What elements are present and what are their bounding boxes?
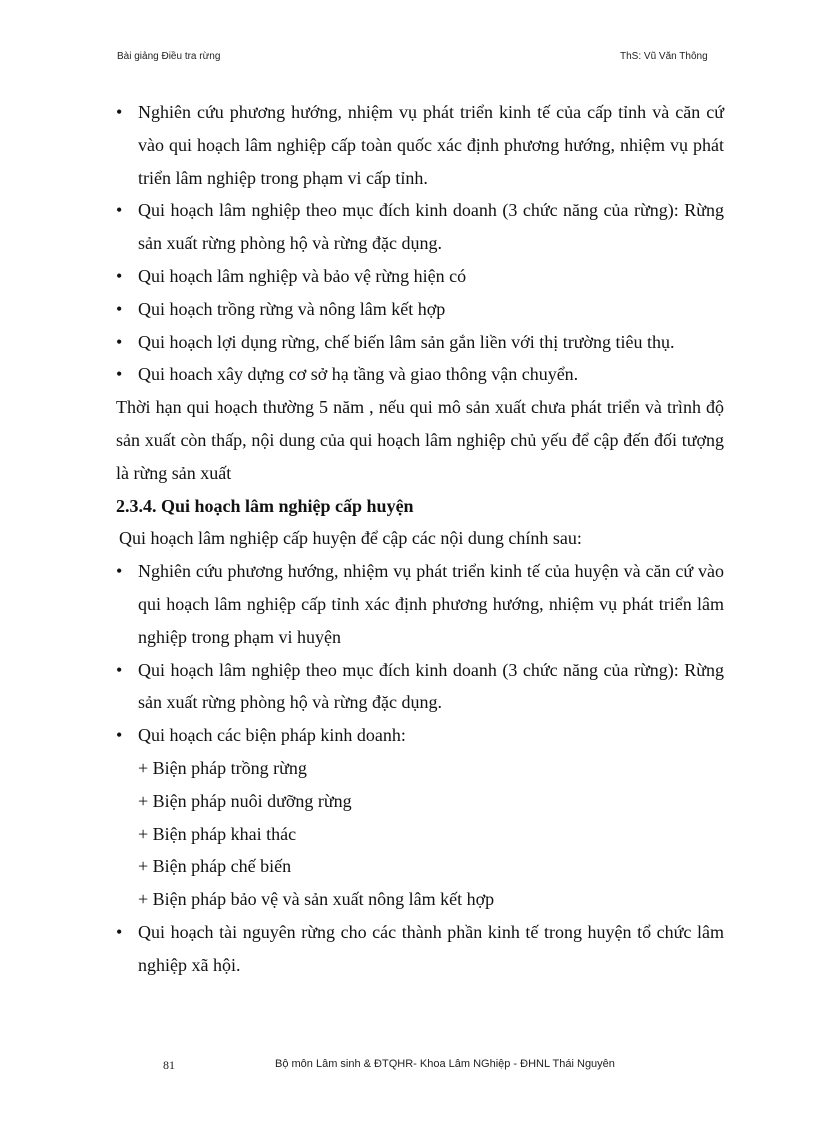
footer-department: Bộ môn Lâm sinh & ĐTQHR- Khoa Lâm NGhiệp - ĐHNL Thái Nguyên bbox=[275, 1058, 615, 1070]
header-course-title: Bài giảng Điều tra rừng bbox=[117, 51, 221, 62]
bullet-item: • Nghiên cứu phương hướng, nhiệm vụ phát triển kinh tế của huyện và căn cứ vào qui hoạch lâm nghiệp cấp tỉnh xác định phương hướng, nhiệm vụ phát triển lâm nghiệp trong phạm vi huyện bbox=[116, 555, 724, 653]
section-intro: Qui hoạch lâm nghiệp cấp huyện để cập các nội dung chính sau: bbox=[119, 528, 582, 549]
sub-item: + Biện pháp bảo vệ và sản xuất nông lâm kết hợp bbox=[138, 889, 495, 910]
bullet-item: • Qui hoạch lợi dụng rừng, chế biến lâm sản gắn liền với thị trường tiêu thụ. bbox=[116, 326, 724, 359]
sub-item: + Biện pháp khai thác bbox=[138, 823, 297, 844]
page-body bbox=[116, 96, 724, 982]
bullet-item: • Qui hoach xây dựng cơ sở hạ tầng và giao thông vận chuyển. bbox=[116, 358, 724, 391]
bullet-item: • Qui hoạch lâm nghiệp theo mục đích kinh doanh (3 chức năng của rừng): Rừng sản xuất rừng phòng hộ và rừng đặc dụng. bbox=[116, 654, 724, 720]
bullet-item: • Qui hoạch lâm nghiệp và bảo vệ rừng hiện có bbox=[116, 260, 724, 293]
sub-item: + Biện pháp trồng rừng bbox=[138, 757, 307, 778]
bullet-item: • Qui hoạch trồng rừng và nông lâm kết hợp bbox=[116, 293, 724, 326]
paragraph-planning-period: Thời hạn qui hoạch thường 5 năm , nếu qui mô sản xuất chưa phát triển và trình độ sản xuất còn thấp, nội dung của qui hoạch lâm nghiệp chủ yếu để cập đến đối tượng là rừng sản xuất bbox=[116, 397, 724, 483]
sub-item: + Biện pháp nuôi dưỡng rừng bbox=[138, 790, 352, 811]
bullet-item: • Qui hoạch các biện pháp kinh doanh: bbox=[116, 719, 724, 752]
section-heading: 2.3.4. Qui hoạch lâm nghiệp cấp huyện bbox=[116, 495, 414, 516]
bullet-item: • Qui hoạch tài nguyên rừng cho các thành phần kinh tế trong huyện tổ chức lâm nghiệp xã hội. bbox=[116, 916, 724, 982]
bullet-item: • Qui hoạch lâm nghiệp theo mục đích kinh doanh (3 chức năng của rừng): Rừng sản xuất rừng phòng hộ và rừng đặc dụng. bbox=[116, 194, 724, 260]
sub-item: + Biện pháp chế biến bbox=[138, 856, 292, 877]
header-author: ThS: Vũ Văn Thông bbox=[620, 51, 708, 62]
page-number: 81 bbox=[163, 1058, 175, 1072]
bullet-item: • Nghiên cứu phương hướng, nhiệm vụ phát triển kinh tế của cấp tỉnh và căn cứ vào qui hoạch lâm nghiệp cấp toàn quốc xác định phương hướng, nhiệm vụ phát triển lâm nghiệp trong phạm vi cấp tỉnh. bbox=[116, 96, 724, 194]
